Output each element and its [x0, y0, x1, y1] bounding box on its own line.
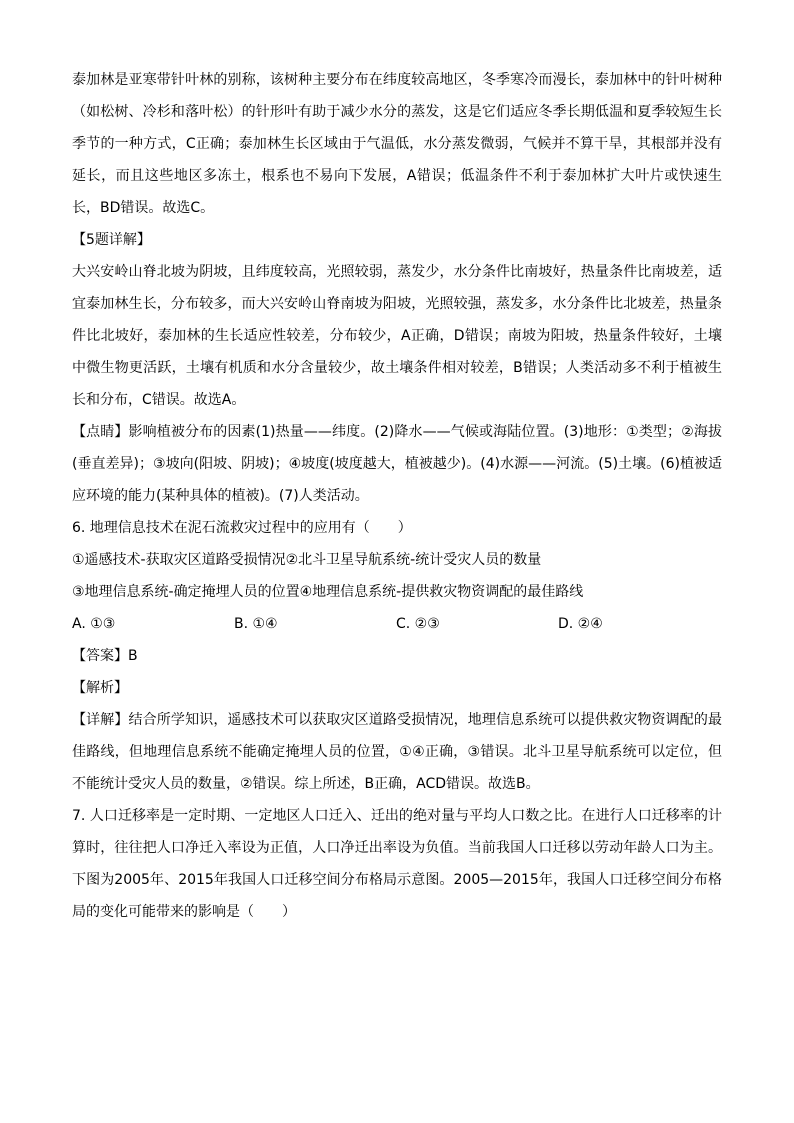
- q6-statement-line-1: ①遥感技术-获取灾区道路受损情况②北斗卫星导航系统-统计受灾人员的数量: [72, 552, 542, 568]
- q6-option-a: A. ①③: [72, 616, 116, 632]
- q5-detail-text: 大兴安岭山脊北坡为阴坡，且纬度较高，光照较弱，蒸发少，水分条件比南坡好，热量条件比南坡差，适宜泰加林生长，分布较多，而大兴安岭山脊南坡为阳坡，光照较强，蒸发多，水分条件比北坡差，热量条件比北坡好，泰加林的生长适应性较差，分布较少，A正确，D错误；南坡为阳坡，热量条件较好，土壤中微生物更活跃，土壤有机质和水分含量较少，故土壤条件相对较差，B错误；人类活动多不利于植被生长和分布，C错误。故选A。: [72, 264, 722, 408]
- q6-detail-text: 【详解】结合所学知识，遥感技术可以获取灾区道路受损情况，地理信息系统可以提供救灾物资调配的最佳路线，但地理信息系统不能确定掩埋人员的位置，①④正确，③错误。北斗卫星导航系统可以定位，但不能统计受灾人员的数量，②错误。综上所述，B正确，ACD错误。故选B。: [72, 712, 722, 792]
- q6-option-d: D. ②④: [558, 616, 603, 632]
- q5-detail-heading: 【5题详解】: [72, 232, 151, 248]
- q6-answer: 【答案】B: [72, 648, 138, 664]
- q6-option-b: B. ①④: [234, 616, 278, 632]
- q6-option-c: C. ②③: [396, 616, 440, 632]
- q6-options: [72, 608, 722, 640]
- q6-analysis-heading: 【解析】: [72, 680, 128, 696]
- document-page: [72, 64, 722, 928]
- tip-section: 【点睛】影响植被分布的因素(1)热量——纬度。(2)降水——气候或海陆位置。(3)地形：①类型；②海拔(垂直差异)；③坡向(阳坡、阴坡)；④坡度(坡度越大，植被越少)。(4)水源——河流。(5)土壤。(6)植被适应环境的能力(某种具体的植被)。(7)人类活动。: [72, 424, 722, 504]
- q7-stem: 7. 人口迁移率是一定时期、一定地区人口迁入、迁出的绝对量与平均人口数之比。在进行人口迁移率的计算时，往往把人口净迁入率设为正值，人口净迁出率设为负值。当前我国人口迁移以劳动年龄人口为主。下图为2005年、2015年我国人口迁移空间分布格局示意图。2005—2015年，我国人口迁移空间分布格局的变化可能带来的影响是（ ）: [72, 808, 722, 920]
- q6-stem: 6. 地理信息技术在泥石流救灾过程中的应用有（ ）: [72, 520, 412, 536]
- q6-statement-line-2: ③地理信息系统-确定掩埋人员的位置④地理信息系统-提供救灾物资调配的最佳路线: [72, 584, 584, 600]
- taiga-explanation: 泰加林是亚寒带针叶林的别称，该树种主要分布在纬度较高地区，冬季寒冷而漫长，泰加林中的针叶树种（如松树、冷杉和落叶松）的针形叶有助于减少水分的蒸发，这是它们适应冬季长期低温和夏季较短生长季节的一种方式，C正确；泰加林生长区域由于气温低，水分蒸发微弱，气候并不算干旱，其根部并没有延长，而且这些地区多冻土，根系也不易向下发展，A错误；低温条件不利于泰加林扩大叶片或快速生长，BD错误。故选C。: [72, 72, 722, 216]
